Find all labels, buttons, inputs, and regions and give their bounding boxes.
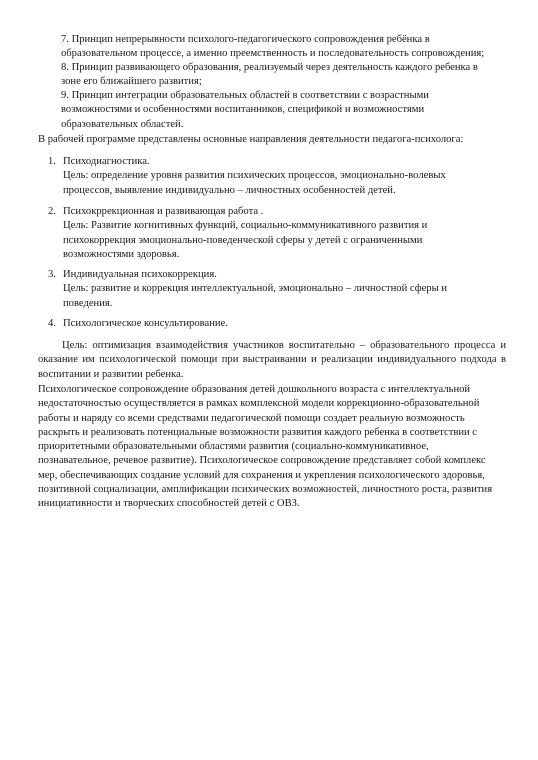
principle-line: образовательном процессе, а именно преемственность и последовательность сопровождения; (61, 48, 485, 60)
list-number: 2. (48, 206, 56, 217)
principle-8 (61, 61, 501, 90)
direction-line: психокоррекция эмоционально-поведенческой сферы у детей с ограниченными (63, 234, 423, 246)
principle-line: 7. Принцип непрерывности психолого-педагогического сопровождения ребёнка в (61, 34, 430, 45)
principle-line: 8. Принцип развивающего образования, реализуемый через деятельность каждого ребенка в (61, 62, 478, 73)
direction-item-1 (48, 155, 498, 198)
intro-text: В рабочей программе представлены основные направления деятельности педагога-психолога: (38, 134, 464, 145)
direction-title: Психологическое консультирование. (63, 318, 228, 329)
principle-line: зоне его ближайшего развития; (61, 76, 202, 88)
list-number: 3. (48, 269, 56, 280)
support-line: приоритетными образовательными областями развития (социально-коммуникативное, (38, 441, 429, 453)
support-line: работы и наряду со всеми средствами педагогической помощи создает реальную возможность (38, 412, 465, 424)
direction-item-4 (48, 317, 498, 331)
support-line: раскрыть и реализовать потенциальные возможности развития каждого ребенка в соответствии с (38, 426, 478, 438)
direction-line: Цель: развитие и коррекция интеллектуальной, эмоционально – личностной сферы и (63, 283, 448, 295)
direction-item-2 (48, 205, 498, 262)
support-line: инициативности и творческих способностей детей с ОВЗ. (38, 498, 300, 510)
support-line: мер, обеспечивающих создание условий для сохранения и укрепления психологического здоровья, (38, 469, 485, 481)
principle-7 (61, 33, 501, 62)
principle-line: образовательных областей. (61, 118, 184, 130)
support-line: познавательное, речевое развитие). Психологическое сопровождение представляет собой комплекс (38, 455, 486, 467)
goal-line: воспитании и развитии ребенка. (38, 368, 184, 380)
support-paragraph (38, 383, 508, 512)
direction-line: Цель: Развитие когнитивных функций, социально-коммуникативного развития и (63, 220, 428, 232)
list-number: 4. (48, 318, 56, 329)
direction-line: возможностями здоровья. (63, 248, 180, 260)
support-line: недостаточностью осуществляется в рамках комплексной модели коррекционно-образовательной (38, 398, 480, 410)
goal-paragraph (38, 339, 506, 382)
principle-line: возможностями и особенностями воспитанников, спецификой и возможностями (61, 104, 425, 116)
direction-item-3 (48, 268, 498, 311)
principle-line: 9. Принцип интеграции образовательных областей в соответствии с возрастными (61, 90, 429, 101)
directions-intro (38, 133, 508, 147)
goal-line: оказание им психологической помощи при выстраивании и реализации индивидуального подхода в (38, 354, 506, 366)
direction-line: Цель: определение уровня развития психических процессов, эмоционально-волевых (63, 170, 446, 182)
direction-title: Индивидуальная психокоррекция. (63, 269, 217, 280)
support-line: Психологическое сопровождение образования детей дошкольного возраста с интеллектуальной (38, 384, 471, 395)
principle-9 (61, 89, 501, 132)
direction-line: процессов, выявление индивидуально – личностных особенностей детей. (63, 184, 396, 196)
list-number: 1. (48, 156, 56, 167)
goal-line: Цель: оптимизация взаимодействия участников воспитательно – образовательного процесса и (62, 340, 506, 351)
direction-line: поведения. (63, 297, 113, 309)
direction-title: Психодиагностика. (63, 156, 150, 167)
support-line: позитивной социализации, амплификации психических возможностей, личностного роста, развития (38, 484, 493, 496)
direction-title: Психокррекционная и развивающая работа . (63, 206, 264, 217)
